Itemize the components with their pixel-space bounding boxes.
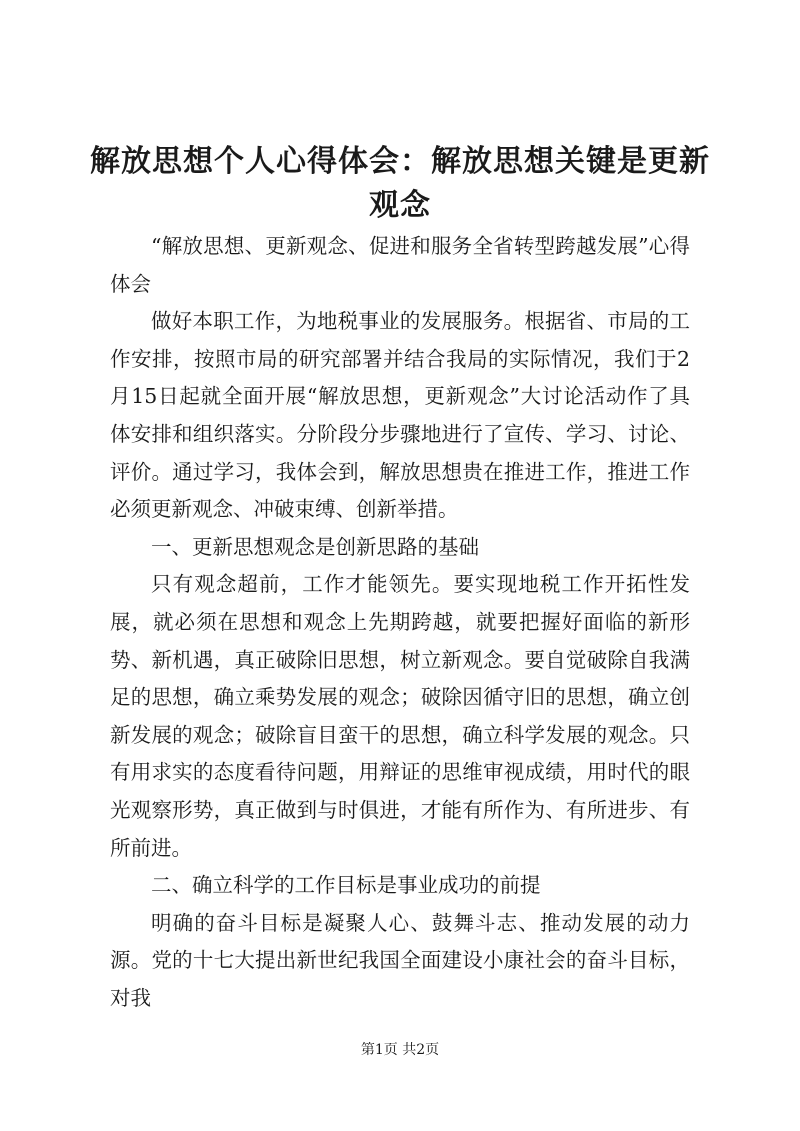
paragraph-section-2: 明确的奋斗目标是凝聚人心、鼓舞斗志、推动发展的动力源。党的十七大提出新世纪我国全面建设小康社会的奋斗目标，对我: [110, 910, 690, 1010]
section-heading-1: 一、更新思想观念是创新思路的基础: [151, 534, 479, 559]
section-heading-2: 二、确立科学的工作目标是事业成功的前提: [151, 873, 541, 898]
paragraph-subtitle: “解放思想、更新观念、促进和服务全省转型跨越发展”心得体会: [110, 234, 690, 296]
document-title: 解放思想个人心得体会：解放思想关键是更新观念: [90, 144, 710, 223]
paragraph-intro: 做好本职工作，为地税事业的发展服务。根据省、市局的工作安排，按照市局的研究部署并结合我局的实际情况，我们于2月15日起就全面开展“解放思想，更新观念”大讨论活动作了具体安排和组织落实。分阶段分步骤地进行了宣传、学习、讨论、评价。通过学习，我体会到，解放思想贵在推进工作，推进工作必须更新观念、冲破束缚、创新举措。: [110, 309, 690, 522]
paragraph-section-1: 只有观念超前，工作才能领先。要实现地税工作开拓性发展，就必须在思想和观念上先期跨越，就要把握好面临的新形势、新机遇，真正破除旧思想，树立新观念。要自觉破除自我满足的思想，确立乘势发展的观念；破除因循守旧的思想，确立创新发展的观念；破除盲目蛮干的思想，确立科学发展的观念。只有用求实的态度看待问题，用辩证的思维审视成绩，用时代的眼光观察形势，真正做到与时俱进，才能有所作为、有所进步、有所前进。: [110, 572, 690, 860]
page-number-footer: 第1页 共2页: [360, 1042, 440, 1058]
document-body: [110, 228, 690, 1017]
